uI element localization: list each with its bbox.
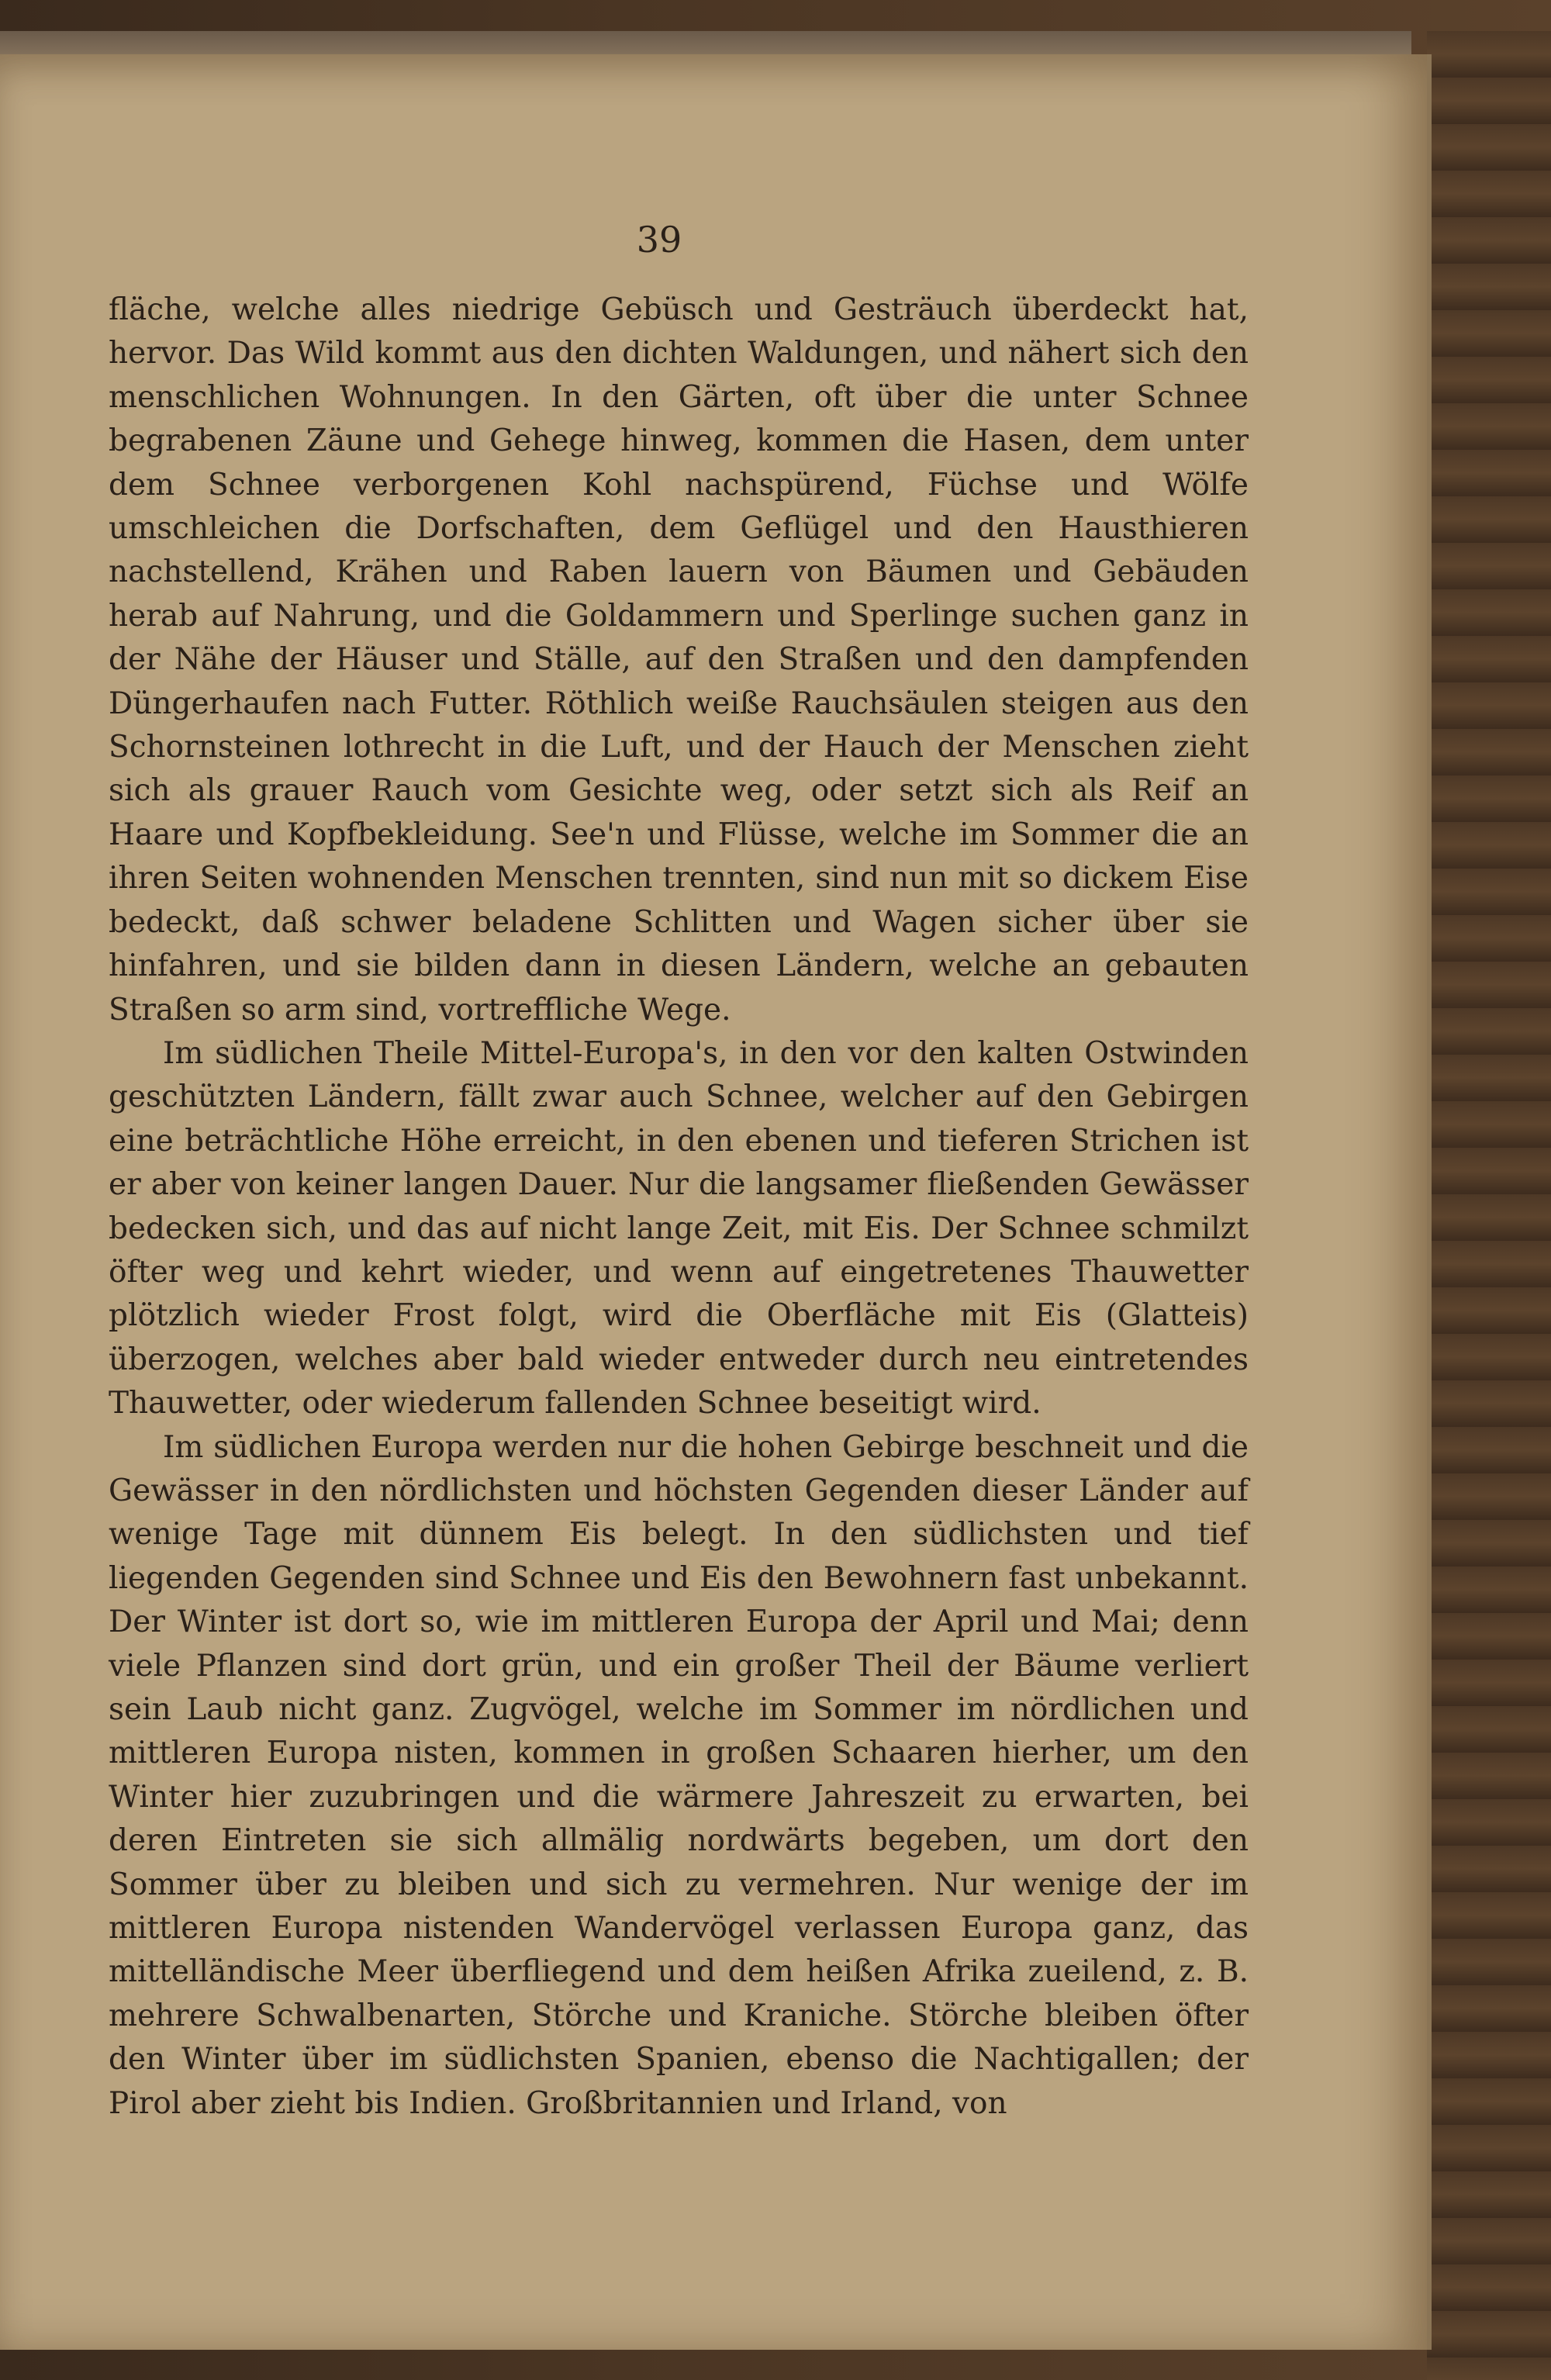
book-spine [1427,31,1551,2380]
page-number: 39 [636,219,682,261]
page-text [109,288,1249,2126]
paragraph-3: Im südlichen Europa werden nur die hohen Gebirge beschneit und die Gewässer in den nördlichsten und höchsten Gegenden dieser Länder auf wenige Tage mit dünnem Eis belegt. In den südlichsten und tief liegenden Gegenden sind Schnee und Eis den Bewohnern fast unbekannt. Der Winter ist dort so, wie im mittleren Europa der April und Mai; denn viele Pflanzen sind dort grün, und ein großer Theil der Bäume verliert sein Laub nicht ganz. Zugvögel, welche im Sommer im nördlichen und mittleren Europa nisten, kommen in großen Schaaren hierher, um den Winter hier zuzubringen und die wärmere Jahreszeit zu erwarten, bei deren Eintreten sie sich allmälig nordwärts begeben, um dort den Sommer über zu bleiben und sich zu vermehren. Nur wenige der im mittleren Europa nistenden Wandervögel verlassen Europa ganz, das mittelländische Meer überfliegend und dem heißen Afrika zueilend, z. B. mehrere Schwalbenarten, Störche und Kraniche. Störche bleiben öfter den Winter über im südlichsten Spanien, ebenso die Nachtigallen; der Pirol aber zieht bis Indien. Großbritannien und Irland, von [109,1429,1249,2121]
paragraph-1: fläche, welche alles niedrige Gebüsch und Gesträuch überdeckt hat, hervor. Das Wild kommt aus den dichten Waldungen, und nähert sich den menschlichen Wohnungen. In den Gärten, oft über die unter Schnee begrabenen Zäune und Gehege hinweg, kommen die Hasen, dem unter dem Schnee verborgenen Kohl nachspürend, Füchse und Wölfe umschleichen die Dorfschaften, dem Geflügel und den Hausthieren nachstellend, Krähen und Raben lauern von Bäumen und Gebäuden herab auf Nahrung, und die Goldammern und Sperlinge suchen ganz in der Nähe der Häuser und Ställe, auf den Straßen und den dampfenden Düngerhaufen nach Futter. Röthlich weiße Rauchsäulen steigen aus den Schornsteinen lothrecht in die Luft, und der Hauch der Menschen zieht sich als grauer Rauch vom Gesichte weg, oder setzt sich als Reif an Haare und Kopfbekleidung. See'n und Flüsse, welche im Sommer die an ihren Seiten wohnenden Menschen trennten, sind nun mit so dickem Eise bedeckt, daß schwer beladene Schlitten und Wagen sicher über sie hinfahren, und sie bilden dann in diesen Ländern, welche an gebauten Straßen so arm sind, vortreffliche Wege. [109,292,1249,1028]
paragraph-2: Im südlichen Theile Mittel-Europa's, in den vor den kalten Ostwinden geschützten Ländern, fällt zwar auch Schnee, welcher auf den Gebirgen eine beträchtliche Höhe erreicht, in den ebenen und tieferen Strichen ist er aber von keiner langen Dauer. Nur die langsamer fließenden Gewässer bedecken sich, und das auf nicht lange Zeit, mit Eis. Der Schnee schmilzt öfter weg und kehrt wieder, und wenn auf eingetretenes Thauwetter plötzlich wieder Frost folgt, wird die Oberfläche mit Eis (Glatteis) überzogen, welches aber bald wieder entweder durch neu eintretendes Thauwetter, oder wiederum fallenden Schnee beseitigt wird. [109,1035,1249,1421]
